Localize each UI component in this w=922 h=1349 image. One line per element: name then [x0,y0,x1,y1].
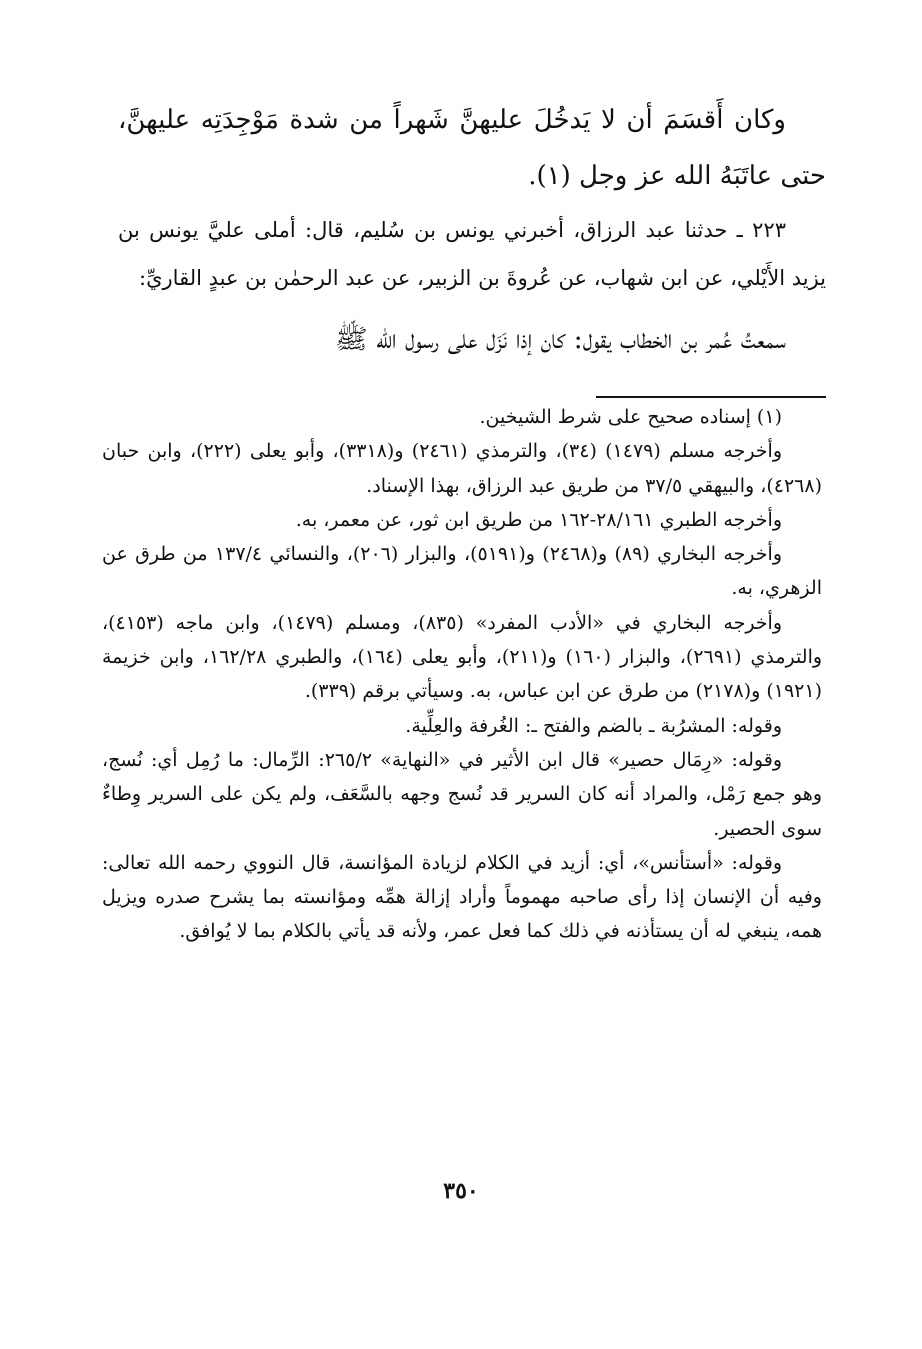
footnote-line: وأخرجه الطبري ٢٨/١٦١-١٦٢ من طريق ابن ثور، عن معمر، به. [295,508,782,531]
footnote-line: وأخرجه البخاري (٨٩) و(٢٤٦٨) و(٥١٩١)، والبزار (٢٠٦)، والنسائي ١٣٧/٤ من طرق عن الزهري، به. [102,543,822,600]
main-paragraph-continuation: وكان أَقسَمَ أن لا يَدخُلَ عليهنَّ شَهراً من شدة مَوْجِدَتِه عليهنَّ، حتى عاتَبَهُ الله عز وجل (١). [118,105,826,191]
footnote-line: وأخرجه مسلم (١٤٧٩) (٣٤)، والترمذي (٢٤٦١) و(٣٣١٨)، وأبو يعلى (٢٢٢)، وابن حبان (٤٢٦٨)، والبيهقي ٣٧/٥ من طريق عبد الرزاق، بهذا الإسناد. [102,440,822,497]
main-text [118,92,826,368]
footnotes [102,400,822,949]
footnote-separator [596,396,826,398]
footnote-line: وقوله: «أستأنس»، أي: أزيد في الكلام لزيادة المؤانسة، قال النووي رحمه الله تعالى: وفيه أن الإنسان إذا رأى صاحبه مهموماً وأراد إزالة همِّه ومؤانسته بما يشرح صدره ويزيل همه، ينبغي له أن يستأذنه في ذلك كما فعل عمر، ولأنه قد يأتي بالكلام بما لا يُوافق. [102,851,822,943]
footnote-line: وقوله: المشرُبة ـ بالضم والفتح ـ: الغُرفة والعِلِّية. [405,714,782,737]
footnote-line: وأخرجه البخاري في «الأدب المفرد» (٨٣٥)، ومسلم (١٤٧٩)، وابن ماجه (٤١٥٣)، والترمذي (٢٦٩١)، والبزار (١٦٠) و(٢١١)، وأبو يعلى (١٦٤)، والطبري ١٦٢/٢٨، وابن خزيمة (١٩٢١) و(٢١٧٨) من طرق عن ابن عباس، به. وسيأتي برقم (٣٣٩). [102,611,823,703]
hadith-223-text: سمعتُ عُمر بن الخطاب يقول: كان إذا نَزَل على رسول الله ﷺ [335,324,786,355]
page-number: ٣٥٠ [443,1178,479,1204]
hadith-223-chain: ٢٢٣ ـ حدثنا عبد الرزاق، أخبرني يونس بن سُليم، قال: أملى عليَّ يونس بن يزيد الأَيْلي، عن ابن شهاب، عن عُروةَ بن الزبير، عن عبد الرحمٰن بن عبدٍ القاريِّ: [118,218,826,290]
footnote-line: وقوله: «رِمَال حصير» قال ابن الأثير في «النهاية» ٢٦٥/٢: الرِّمال: ما رُمِل أي: نُسج، وهو جمع رَمْل، والمراد أنه كان السرير قد نُسج وجهه بالسَّعَف، ولم يكن على السرير وِطاءٌ سوى الحصير. [102,748,822,840]
footnote-line: (١) إسناده صحيح على شرط الشيخين. [479,406,782,428]
